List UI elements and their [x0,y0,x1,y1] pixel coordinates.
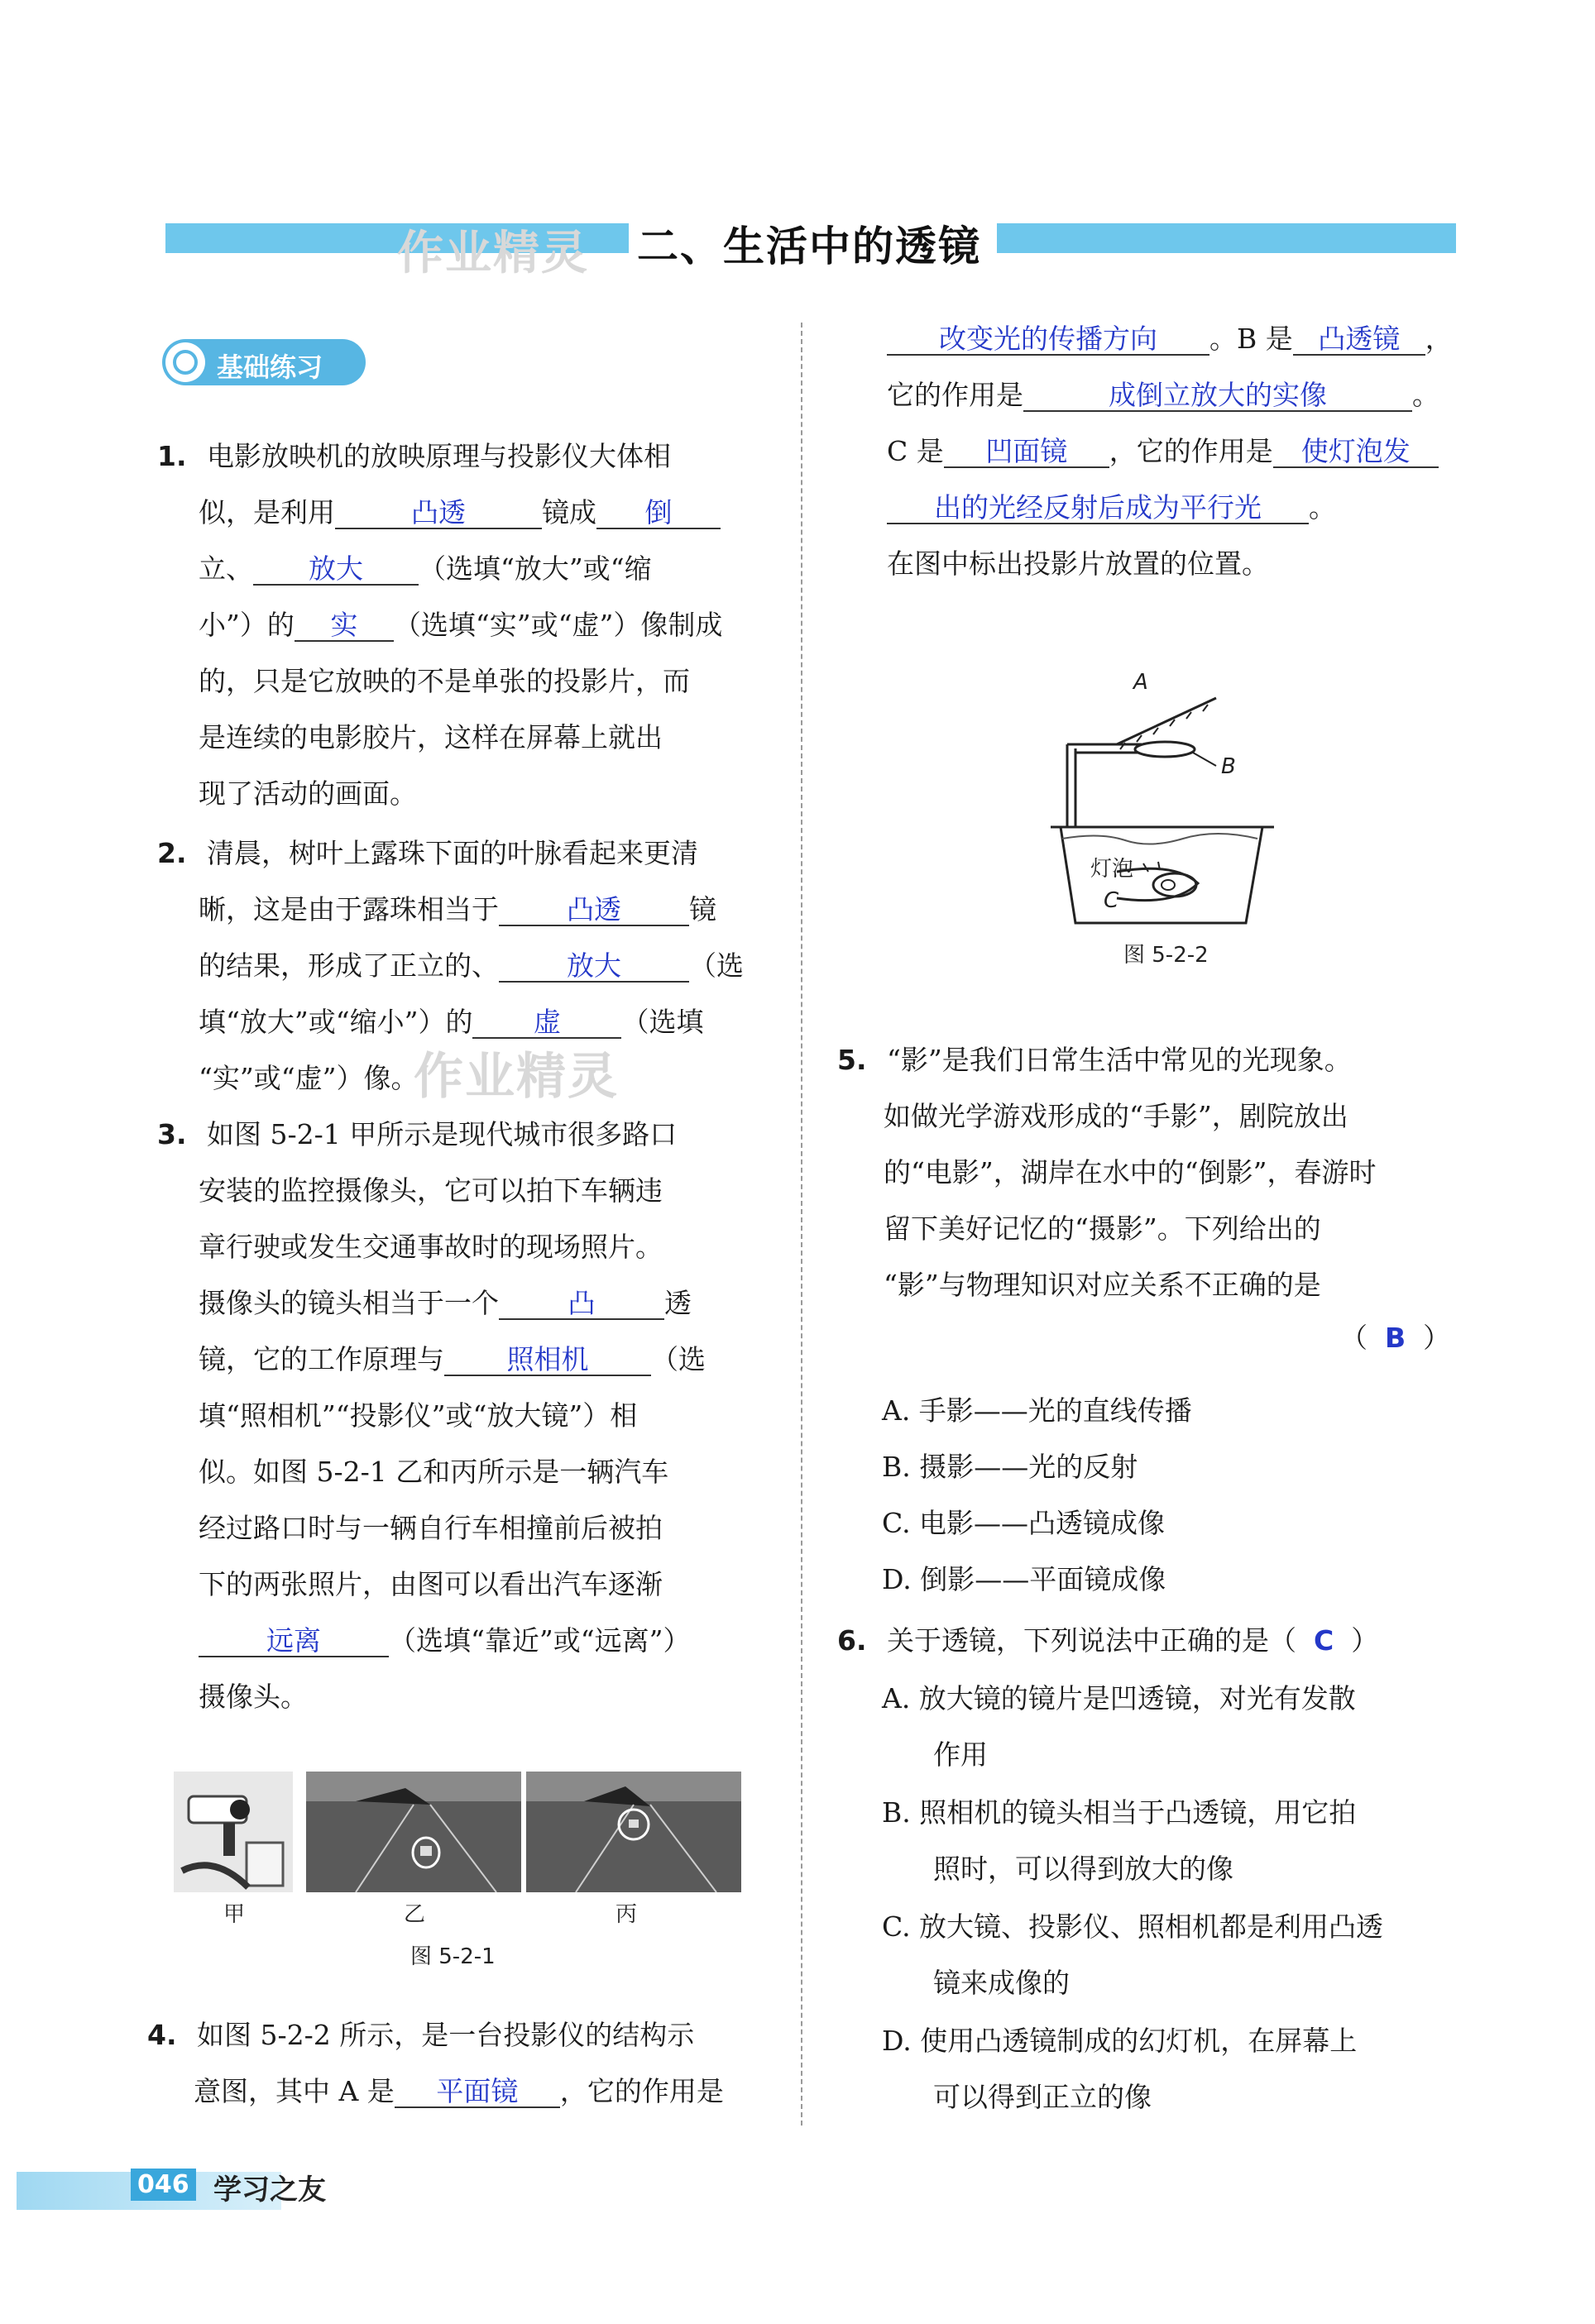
q1-line [199,609,722,642]
q6-answer[interactable]: C [1313,1624,1334,1657]
q4-text: ， [1425,323,1453,355]
q2-text: 晰，这是由于露珠相当于 [199,893,499,925]
q1-text: 小”）的 [199,609,295,641]
fig2-label-b: B [1221,754,1236,779]
q2-line [199,949,744,983]
book-name: 学习之友 [213,2173,326,2207]
q5-option-a[interactable]: A. 手影——光的直线传播 [882,1394,1192,1427]
q2-text: 清晨，树叶上露珠下面的叶脉看起来更清 [207,837,698,869]
q1-blank-3[interactable]: 放大 [253,554,419,586]
q2-text: （选 [689,949,744,982]
fig1-label-yi: 乙 [404,1902,426,1927]
q4-blank-1[interactable]: 平面镜 [395,2077,560,2108]
q1-line [199,496,721,529]
title-bar-right [997,223,1456,253]
q1-blank-2[interactable]: 倒 [596,498,721,529]
q3-blank-3[interactable]: 远离 [199,1626,389,1657]
q2-text: 的结果，形成了正立的、 [199,949,499,982]
q3-line [199,1343,706,1376]
fig1-caption: 图 5-2-1 [410,1944,496,1969]
q3-text: （选 [651,1343,706,1375]
q6-option-b[interactable]: B. 照相机的镜头相当于凸透镜，用它拍 [882,1796,1357,1829]
q2-line [157,837,698,870]
q3-line: 安装的监控摄像头，它可以拍下车辆违 [199,1174,663,1207]
fig2-caption: 图 5-2-2 [1123,943,1209,968]
q5-line: 的“电影”，湖岸在水中的“倒影”，春游时 [884,1156,1377,1188]
q4-blank-2[interactable]: 改变光的传播方向 [887,324,1209,356]
fig2-label-a: A [1133,670,1148,695]
road-photo-after [526,1772,741,1892]
q6-option-c-cont: 镜来成像的 [933,1967,1070,1999]
q1-text: 镜成 [542,496,596,528]
q2-blank-3[interactable]: 虚 [472,1007,621,1039]
q3-line [199,1287,692,1320]
q4-text: 。 [1412,379,1439,411]
q5-number: 5. [837,1044,867,1076]
q3-line [157,1118,677,1151]
q1-blank-1[interactable]: 凸透 [335,498,542,529]
q5-line [837,1044,1352,1077]
q1-line [157,440,671,473]
fig2-label-bulb: 灯泡 [1090,857,1134,882]
q2-line: “实”或“虚”）像。 [199,1062,419,1094]
q5-line: “影”与物理知识对应关系不正确的是 [884,1269,1321,1301]
q1-line [199,552,652,586]
q4-text: 它的作用是 [887,379,1023,411]
q5-line: 如做光学游戏形成的“手影”，剧院放出 [884,1100,1348,1132]
q3-line: 章行驶或发生交通事故时的现场照片。 [199,1231,663,1263]
q6-option-b-cont: 照时，可以得到放大的像 [933,1853,1233,1885]
q1-text: 立、 [199,552,253,585]
q4-text: 如图 5-2-2 所示，是一台投影仪的结构示 [197,2019,695,2051]
projector-diagram [1051,670,1324,935]
q4-text: C 是 [887,435,944,467]
q6-option-a[interactable]: A. 放大镜的镜片是凹透镜，对光有发散 [882,1682,1356,1714]
q3-line [199,1624,690,1657]
q4-blank-5[interactable]: 凹面镜 [944,437,1109,468]
q1-line: 的，只是它放映的不是单张的投影片，而 [199,665,690,697]
q4-line [887,323,1453,356]
q4-number: 4. [147,2019,177,2051]
q5-option-b[interactable]: B. 摄影——光的反射 [882,1451,1138,1483]
road-photo-before [306,1772,521,1892]
q5-option-d[interactable]: D. 倒影——平面镜成像 [882,1563,1166,1595]
q3-text: 镜，它的工作原理与 [199,1343,444,1375]
camera-photo [174,1772,293,1892]
q5-answer-bracket: （ B ） [1340,1322,1451,1354]
q3-text: 如图 5-2-1 甲所示是现代城市很多路口 [207,1118,678,1150]
page-title: 二、生活中的透镜 [629,213,989,273]
q3-text: （选填“靠近”或“远离”） [389,1624,691,1657]
q4-line: 在图中标出投影片放置的位置。 [887,548,1269,580]
q2-number: 2. [157,837,187,869]
q2-text: 镜 [689,893,716,925]
q2-line [199,893,716,926]
q4-text: 。 [1309,491,1336,524]
q6-option-d-cont: 可以得到正立的像 [933,2081,1152,2113]
q3-line: 下的两张照片，由图可以看出汽车逐渐 [199,1568,663,1600]
q4-line [887,435,1439,468]
q4-blank-4[interactable]: 成倒立放大的实像 [1023,380,1412,412]
q6-option-a-cont: 作用 [933,1738,988,1771]
fig2-label-c: C [1104,888,1119,913]
q1-text: （选填“实”或“虚”）像制成 [393,609,723,641]
q4-text: 意图，其中 A 是 [194,2075,395,2107]
q5-text: “影”是我们日常生活中常见的光现象。 [887,1044,1352,1076]
q5-answer[interactable]: B [1384,1322,1406,1354]
q6-text: ） [1351,1624,1379,1657]
q6-option-d[interactable]: D. 使用凸透镜制成的幻灯机，在屏幕上 [882,2025,1358,2057]
q2-text: 填“放大”或“缩小”）的 [199,1006,473,1038]
q3-number: 3. [157,1118,187,1150]
q4-text: ，它的作用是 [559,2075,724,2107]
q6-number: 6. [837,1624,867,1657]
q1-text: 电影放映机的放映原理与投影仪大体相 [207,440,671,472]
q3-line: 似。如图 5-2-1 乙和丙所示是一辆汽车 [199,1456,669,1488]
section-label: 基础练习 [217,351,323,383]
q6-text: 关于透镜，下列说法中正确的是（ [887,1624,1296,1657]
q5-option-c[interactable]: C. 电影——凸透镜成像 [882,1507,1166,1539]
q1-blank-4[interactable]: 实 [295,610,394,642]
q5-line: 留下美好记忆的“摄影”。下列给出的 [884,1212,1321,1245]
fig1-label-jia: 甲 [223,1902,246,1927]
q4-blank-3[interactable]: 凸透镜 [1293,324,1425,356]
q3-line: 填“照相机”“投影仪”或“放大镜”）相 [199,1399,638,1432]
q3-blank-1[interactable]: 凸 [499,1289,664,1320]
q2-blank-2[interactable]: 放大 [499,951,689,983]
q3-text: 透 [664,1287,692,1319]
q2-text: （选填 [621,1006,704,1038]
page-number: 046 [131,2169,196,2201]
fig1-label-bing: 丙 [615,1902,638,1927]
target-icon [165,342,205,382]
q1-text: （选填“放大”或“缩 [419,552,652,585]
q4-blank-7[interactable]: 出的光经反射后成为平行光 [887,493,1309,524]
q1-line: 现了活动的画面。 [199,777,417,810]
watermark: 作业精灵 [414,1048,619,1106]
q3-line: 摄像头。 [199,1681,308,1713]
watermark: 作业精灵 [397,227,589,280]
q6-line [837,1624,1378,1657]
q6-option-c[interactable]: C. 放大镜、投影仪、照相机都是利用凸透 [882,1910,1384,1943]
q1-number: 1. [157,440,187,472]
q3-blank-2[interactable]: 照相机 [444,1345,651,1376]
q4-line [147,2019,694,2052]
column-divider [801,323,802,2126]
q1-line: 是连续的电影胶片，这样在屏幕上就出 [199,721,663,753]
q4-line [887,491,1336,524]
q2-line [199,1006,703,1039]
section-badge [162,339,366,385]
q1-text: 似，是利用 [199,496,335,528]
q4-blank-6[interactable]: 使灯泡发 [1273,437,1439,468]
q2-blank-1[interactable]: 凸透 [499,895,689,926]
q3-text: 摄像头的镜头相当于一个 [199,1287,499,1319]
q4-line [887,379,1439,412]
q4-text: 。B 是 [1209,323,1293,355]
q4-line [194,2075,724,2108]
q4-text: ，它的作用是 [1109,435,1273,467]
q3-line: 经过路口时与一辆自行车相撞前后被拍 [199,1512,663,1544]
